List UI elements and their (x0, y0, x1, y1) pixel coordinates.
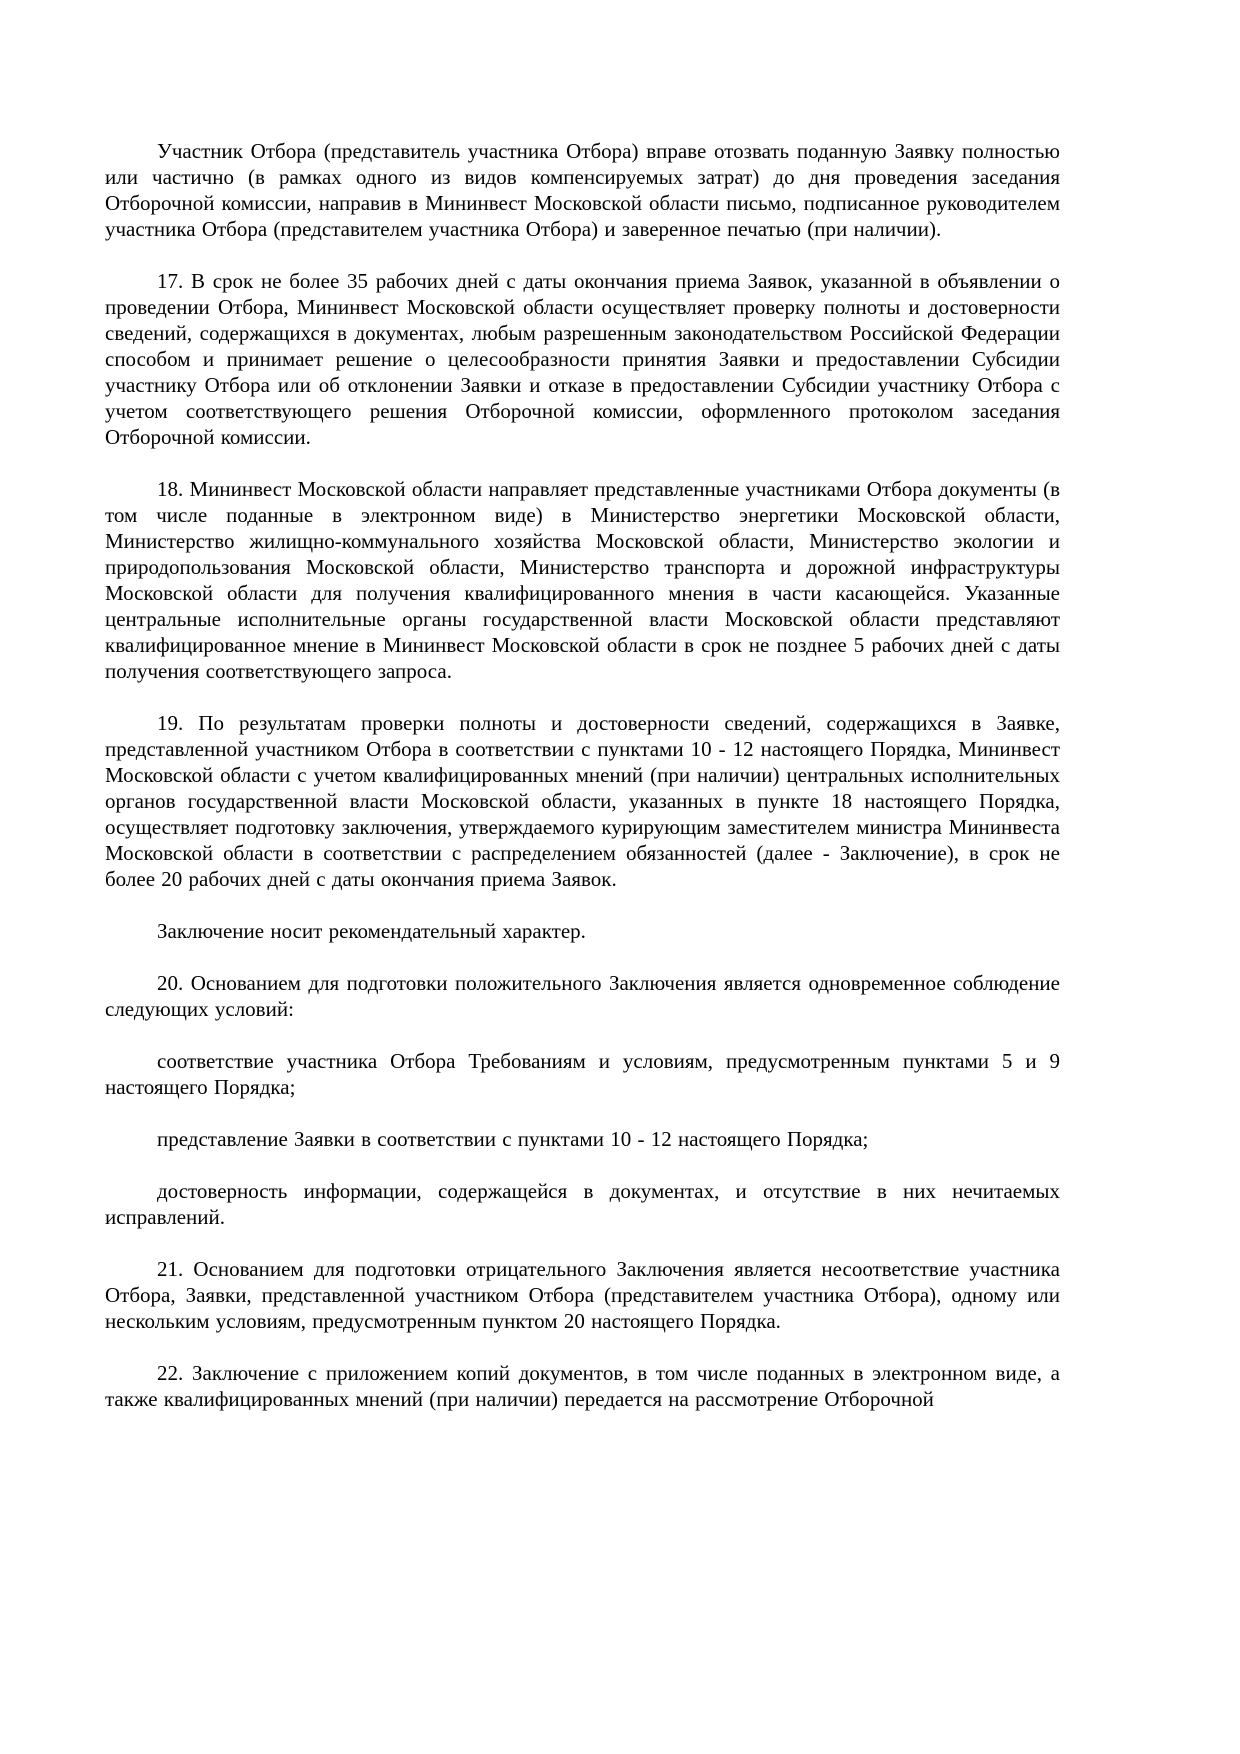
paragraph-item-20-condition-1: соответствие участника Отбора Требованиям и условиям, предусмотренным пунктами 5 и 9 настоящего Порядка; (105, 1049, 1060, 1099)
paragraph-item-18: 18. Мининвест Московской области направляет представленные участниками Отбора документы (в том числе поданные в электронном виде) в Министерство энергетики Московской области, Министерство жилищно-коммунального хозяйства Московской области, Министерство экологии и природопользования Московской области, Министерство транспорта и дорожной инфраструктуры Московской области для получения квалифицированного мнения в части касающейся. Указанные центральные исполнительные органы государственной власти Московской области представляют квалифицированное мнение в Мининвест Московской области в срок не позднее 5 рабочих дней с даты получения соответствующего запроса. (105, 477, 1060, 683)
paragraph-intro-withdraw-application: Участник Отбора (представитель участника Отбора) вправе отозвать поданную Заявку полностью или частично (в рамках одного из видов компенсируемых затрат) до дня проведения заседания Отборочной комиссии, направив в Мининвест Московской области письмо, подписанное руководителем участника Отбора (представителем участника Отбора) и заверенное печатью (при наличии). (105, 139, 1060, 241)
paragraph-item-21: 21. Основанием для подготовки отрицательного Заключения является несоответствие участника Отбора, Заявки, представленной участником Отбора (представителем участника Отбора), одному или нескольким условиям, предусмотренным пунктом 20 настоящего Порядка. (105, 1257, 1060, 1333)
paragraph-item-20-condition-3: достоверность информации, содержащейся в документах, и отсутствие в них нечитаемых исправлений. (105, 1179, 1060, 1229)
paragraph-conclusion-advisory: Заключение носит рекомендательный характер. (157, 919, 586, 943)
paragraph-item-19: 19. По результатам проверки полноты и достоверности сведений, содержащихся в Заявке, представленной участником Отбора в соответствии с пунктами 10 - 12 настоящего Порядка, Мининвест Московской области с учетом квалифицированных мнений (при наличии) центральных исполнительных органов государственной власти Московской области, указанных в пункте 18 настоящего Порядка, осуществляет подготовку заключения, утверждаемого курирующим заместителем министра Мининвеста Московской области в соответствии с распределением обязанностей (далее - Заключение), в срок не более 20 рабочих дней с даты окончания приема Заявок. (105, 711, 1060, 891)
paragraph-item-22: 22. Заключение с приложением копий документов, в том числе поданных в электронном виде, а также квалифицированных мнений (при наличии) передается на рассмотрение Отборочной (105, 1361, 1060, 1411)
paragraph-item-20-condition-2: представление Заявки в соответствии с пунктами 10 - 12 настоящего Порядка; (157, 1127, 869, 1151)
paragraph-item-20: 20. Основанием для подготовки положительного Заключения является одновременное соблюдение следующих условий: (105, 971, 1060, 1021)
paragraph-item-17: 17. В срок не более 35 рабочих дней с даты окончания приема Заявок, указанной в объявлении о проведении Отбора, Мининвест Московской области осуществляет проверку полноты и достоверности сведений, содержащихся в документах, любым разрешенным законодательством Российской Федерации способом и принимает решение о целесообразности принятия Заявки и предоставлении Субсидии участнику Отбора или об отклонении Заявки и отказе в предоставлении Субсидии участнику Отбора с учетом соответствующего решения Отборочной комиссии, оформленного протоколом заседания Отборочной комиссии. (105, 269, 1060, 449)
